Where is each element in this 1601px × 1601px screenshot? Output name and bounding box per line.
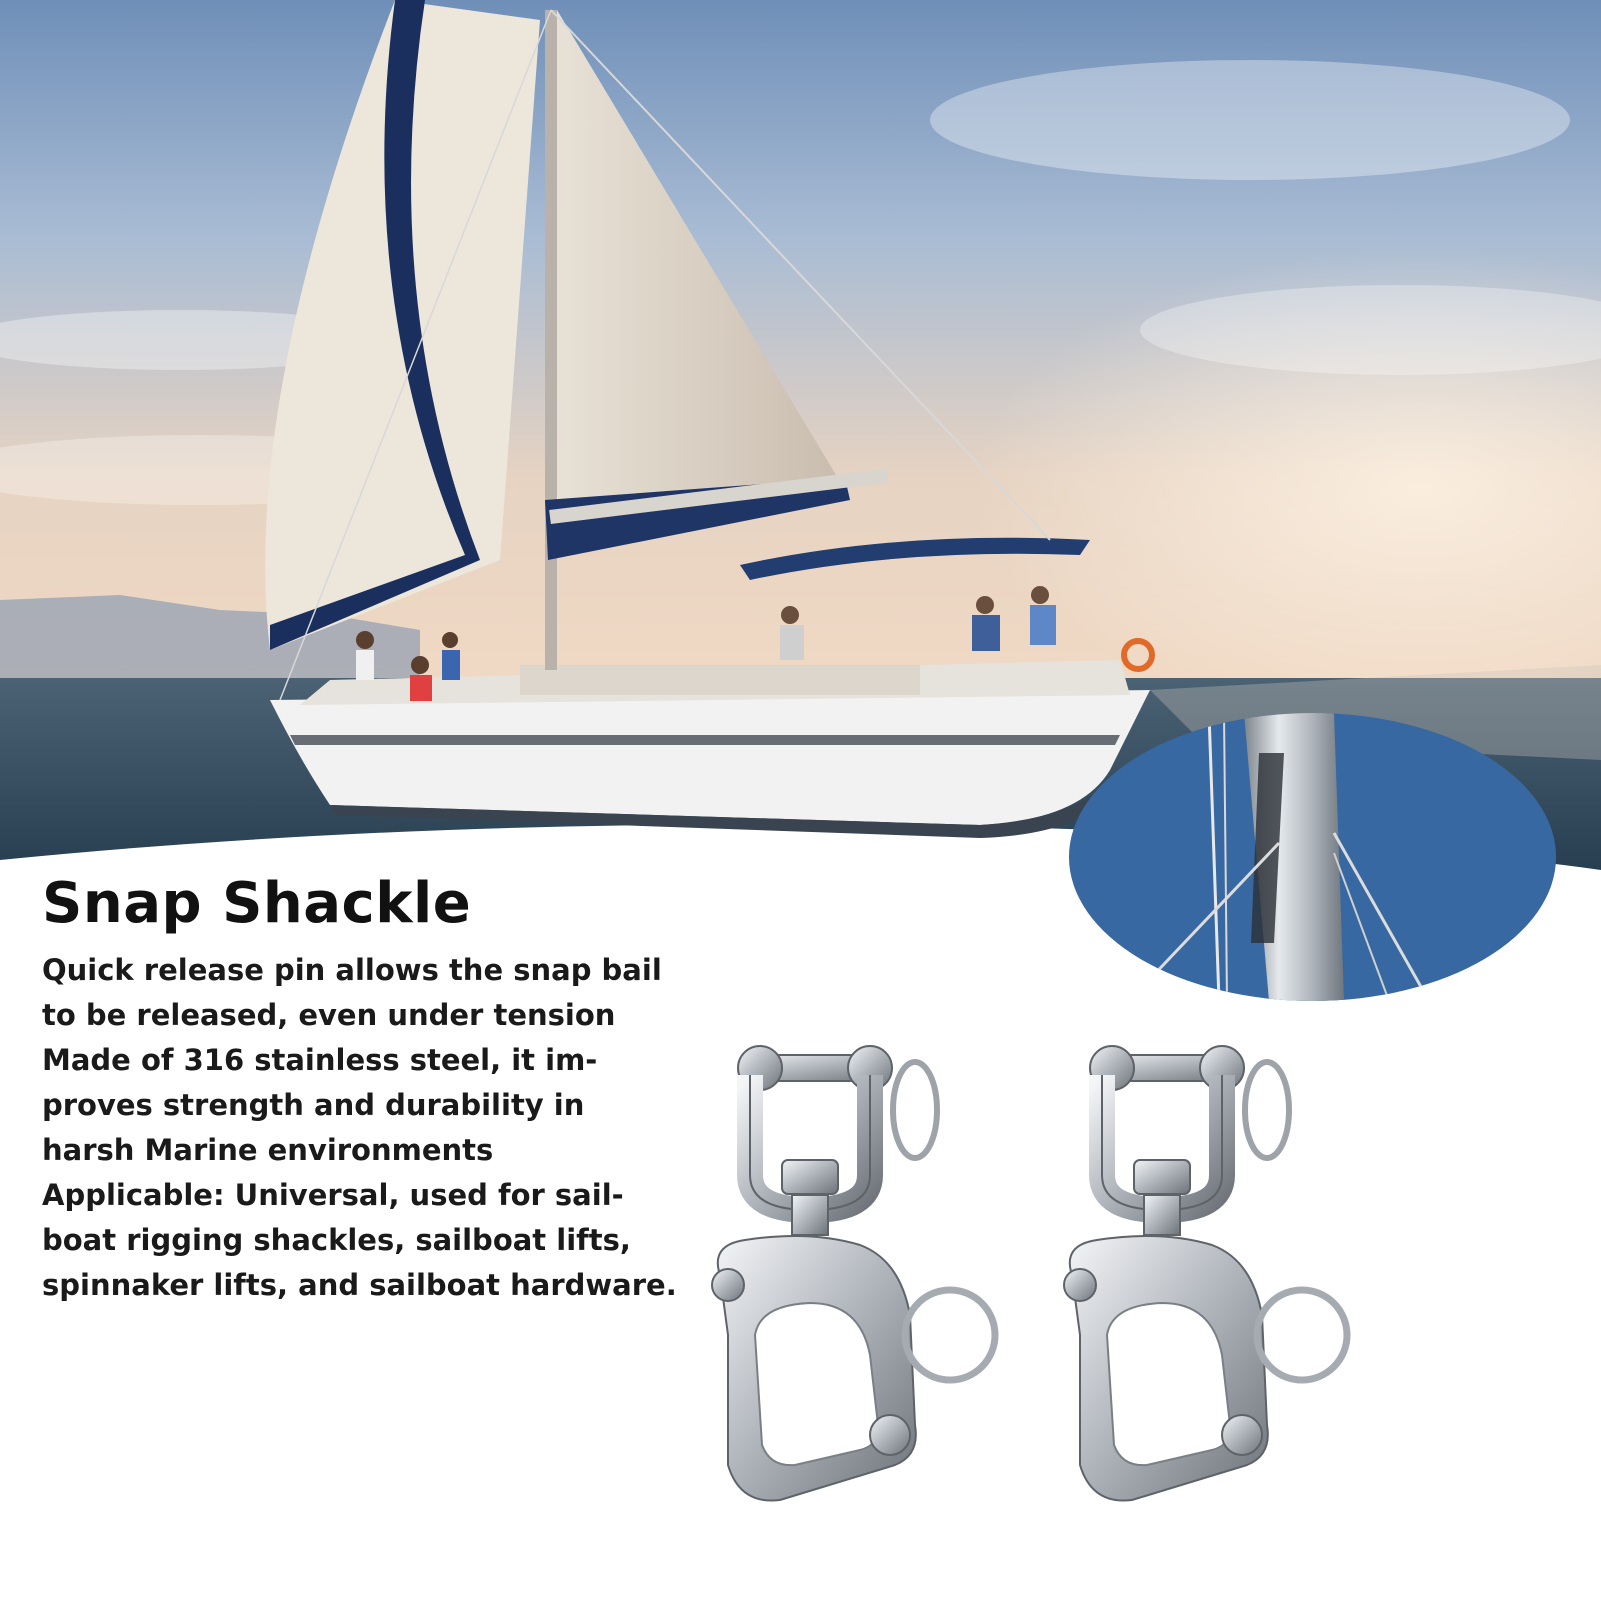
description-line: Made of 316 stainless steel, it im- — [42, 1043, 598, 1077]
description-line: harsh Marine environments — [42, 1133, 494, 1167]
description-line: Quick release pin allows the snap bail — [42, 953, 662, 987]
description-line: boat rigging shackles, sailboat lifts, — [42, 1223, 631, 1257]
snap-shackle-image-2 — [1052, 1035, 1362, 1550]
description-line: spinnaker lifts, and sailboat hardware. — [42, 1268, 677, 1302]
inset-mast-rigging-image — [1069, 713, 1556, 1001]
description-line: to be released, even under tension — [42, 998, 616, 1032]
description-line: Applicable: Universal, used for sail- — [42, 1178, 624, 1212]
product-title: Snap Shackle — [42, 871, 472, 936]
product-description — [42, 948, 677, 1308]
snap-shackle-image-1 — [700, 1035, 1010, 1550]
description-line: proves strength and durability in — [42, 1088, 585, 1122]
